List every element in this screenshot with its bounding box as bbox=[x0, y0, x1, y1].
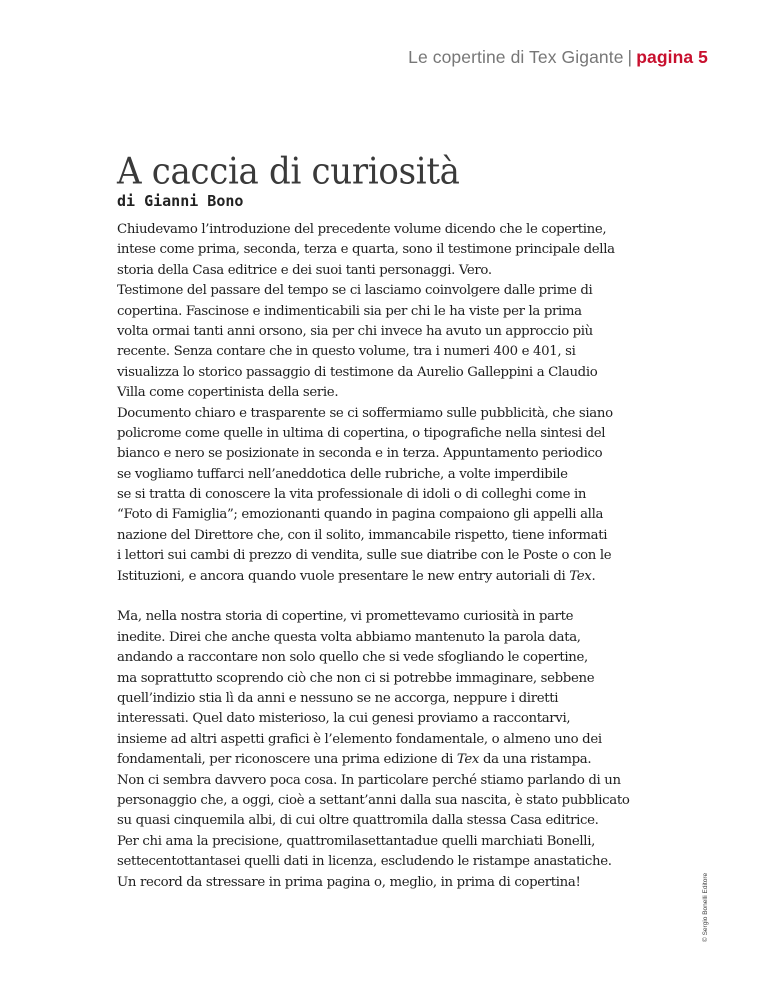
body-line: intese come prima, seconda, terza e quarta, sono il testimone principale della bbox=[117, 242, 615, 258]
body-line: Un record da stressare in prima pagina o, meglio, in prima di copertina! bbox=[117, 874, 581, 890]
body-line-text: Istituzioni, e ancora quando vuole presentare le new entry autoriali di bbox=[117, 568, 570, 584]
header-separator: | bbox=[627, 47, 633, 67]
body-line: recente. Senza contare che in questo volume, tra i numeri 400 e 401, si bbox=[117, 344, 576, 360]
body-line: andando a raccontare non solo quello che si vede sfogliando le copertine, bbox=[117, 650, 588, 666]
body-line: su quasi cinquemila albi, di cui oltre quattromila dalla stessa Casa editrice. bbox=[117, 813, 599, 829]
body-line bbox=[117, 750, 677, 770]
body-line: Non ci sembra davvero poca cosa. In particolare perché stiamo parlando di un bbox=[117, 772, 621, 788]
body-line: nazione del Direttore che, con il solito, immancabile rispetto, tiene informati bbox=[117, 527, 608, 543]
body-line: interessati. Quel dato misterioso, la cui genesi proviamo a raccontarvi, bbox=[117, 711, 571, 727]
body-line: volta ormai tanti anni orsono, sia per chi invece ha avuto un approccio più bbox=[117, 323, 593, 339]
body-line: se vogliamo tuffarci nell’aneddotica delle rubriche, a volte imperdibile bbox=[117, 466, 568, 482]
copyright-credit: © Sergio Bonelli Editore bbox=[702, 872, 709, 942]
article-byline: di Gianni Bono bbox=[117, 192, 244, 210]
body-line: policrome come quelle in ultima di copertina, o tipografiche nella sintesi del bbox=[117, 425, 606, 441]
body-line-end: da una ristampa. bbox=[479, 752, 592, 768]
body-line: “Foto di Famiglia”; emozionanti quando in pagina compaiono gli appelli alla bbox=[117, 507, 604, 523]
body-line: inedite. Direi che anche questa volta abbiamo mantenuto la parola data, bbox=[117, 629, 581, 645]
body-line: personaggio che, a oggi, cioè a settant’anni dalla sua nascita, è stato pubblicato bbox=[117, 792, 630, 808]
body-line: i lettori sui cambi di prezzo di vendita, sulle sue diatribe con le Poste o con le bbox=[117, 548, 612, 564]
article-body bbox=[117, 220, 677, 893]
body-line: Ma, nella nostra storia di copertine, vi promettevamo curiosità in parte bbox=[117, 609, 574, 625]
body-line: Documento chiaro e trasparente se ci soffermiamo sulle pubblicità, che siano bbox=[117, 405, 613, 421]
article-title: A caccia di curiosità bbox=[117, 150, 460, 194]
body-line: Per chi ama la precisione, quattromilasettantadue quelli marchiati Bonelli, bbox=[117, 833, 595, 849]
body-line: Chiudevamo l’introduzione del precedente volume dicendo che le copertine, bbox=[117, 222, 607, 237]
body-line: visualizza lo storico passaggio di testimone da Aurelio Galleppini a Claudio bbox=[117, 364, 598, 380]
body-line: quell’indizio stia lì da anni e nessuno se ne accorga, neppure i diretti bbox=[117, 690, 559, 706]
body-line-text: fondamentali, per riconoscere una prima edizione di bbox=[117, 752, 457, 768]
body-line bbox=[117, 567, 677, 587]
page-number: pagina 5 bbox=[636, 47, 708, 67]
running-header bbox=[408, 47, 708, 68]
body-line: se si tratta di conoscere la vita professionale di idoli o di colleghi come in bbox=[117, 487, 587, 503]
body-line: bianco e nero se posizionate in seconda e in terza. Appuntamento periodico bbox=[117, 446, 603, 462]
body-line: insieme ad altri aspetti grafici è l’elemento fondamentale, o almeno uno dei bbox=[117, 731, 602, 747]
tex-title-italic: Tex bbox=[456, 752, 480, 768]
body-line: Testimone del passare del tempo se ci lasciamo coinvolgere dalle prime di bbox=[117, 283, 593, 299]
body-line-end: . bbox=[591, 568, 596, 584]
paragraph-gap bbox=[117, 587, 677, 607]
body-line: Villa come copertinista della serie. bbox=[117, 385, 339, 401]
body-line: ma soprattutto scoprendo ciò che non ci si potrebbe immaginare, sebbene bbox=[117, 670, 595, 686]
tex-title-italic: Tex bbox=[569, 568, 592, 584]
body-line: settecentottantasei quelli dati in licenza, escludendo le ristampe anastatiche. bbox=[117, 854, 612, 870]
body-line: copertina. Fascinose e indimenticabili sia per chi le ha viste per la prima bbox=[117, 303, 582, 319]
series-title: Le copertine di Tex Gigante bbox=[408, 47, 624, 67]
body-line: storia della Casa editrice e dei suoi tanti personaggi. Vero. bbox=[117, 262, 492, 278]
